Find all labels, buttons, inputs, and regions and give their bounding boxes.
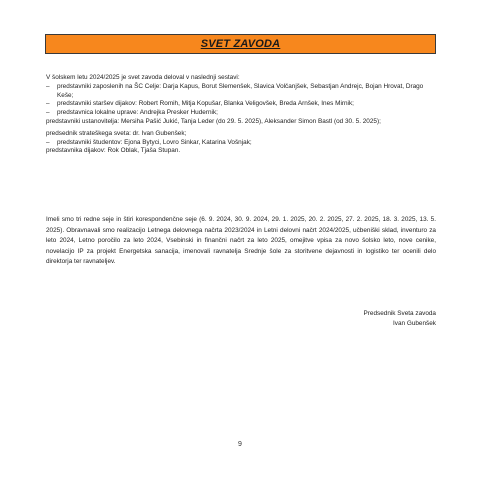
pupils-line: predstavnika dijakov: Rok Oblak, Tjaša Stupan. [46, 147, 181, 155]
list-dash: – [46, 82, 50, 90]
list-item-text: predstavniki zaposlenih na ŠC Celje: Darja Kapus, Borut Slemenšek, Slavica Volčanjšek, Sebastjan Andrejc, Bojan Hrovat, Drago Keše; [57, 82, 424, 99]
intro-text: V šolskem letu 2024/2025 je svet zavoda deloval v naslednji sestavi: [46, 74, 240, 81]
list-item [46, 83, 436, 101]
list-dash: – [46, 100, 50, 108]
signature-role: Predsednik Sveta zavoda [363, 310, 436, 317]
strategic-council-line: predsednik strateškega sveta: dr. Ivan Gubenšek; [46, 129, 187, 137]
list-item [46, 139, 436, 148]
list-item-text: predstavniki študentov: Ejona Bytyci, Lovro Sinkar, Katarina Vošnjak; [57, 138, 252, 146]
section-title: SVET ZAVODA [200, 38, 281, 50]
sessions-paragraph: Imeli smo tri redne seje in štiri korespondenčne seje (6. 9. 2024, 30. 9. 2024, 29. 1. 2025, 20. 2. 2025, 27. 2. 2025, 18. 3. 2025, 13. 5. 2025). Obravnavali smo realizacijo Letnega delovnega načrta 2023/2024 in Letni delovni načrt 2024/2025, učbeniški sklad, inventuro za leto 2024, Letno poročilo za leto 2024, Vsebinski in finančni načrt za leto 2025, omejitve vpisa za novo šolsko leto, nove cenike, novelacijo IP za projekt Energetska sanacija, imenovali ravnatelja Srednje šole za storitvene dejavnosti in logistiko ter ocenili delo direktorja ter ravnateljev. [46, 216, 436, 266]
list-dash: – [46, 109, 50, 117]
signature-block [364, 309, 436, 329]
founders-line: predstavniki ustanovitelja: Mersiha Pašić Jukić, Tanja Leder (do 29. 5. 2025), Aleksander Simon Bastl (od 30. 5. 2025); [46, 117, 381, 125]
list-item-text: predstavnica lokalne uprave: Andrejka Presker Hudernik; [57, 109, 218, 117]
list-item-text: predstavniki staršev dijakov: Robert Romih, Mitja Kopušar, Blanka Veligovšek, Breda Arnšek, Ines Mirnik; [57, 100, 354, 108]
list-dash: – [46, 138, 50, 146]
composition-section [46, 74, 436, 156]
list-item [46, 109, 436, 118]
page-number: 9 [238, 441, 242, 448]
signature-name: Ivan Gubenšek [393, 320, 436, 327]
list-item [46, 100, 436, 109]
section-title-banner [45, 34, 436, 54]
